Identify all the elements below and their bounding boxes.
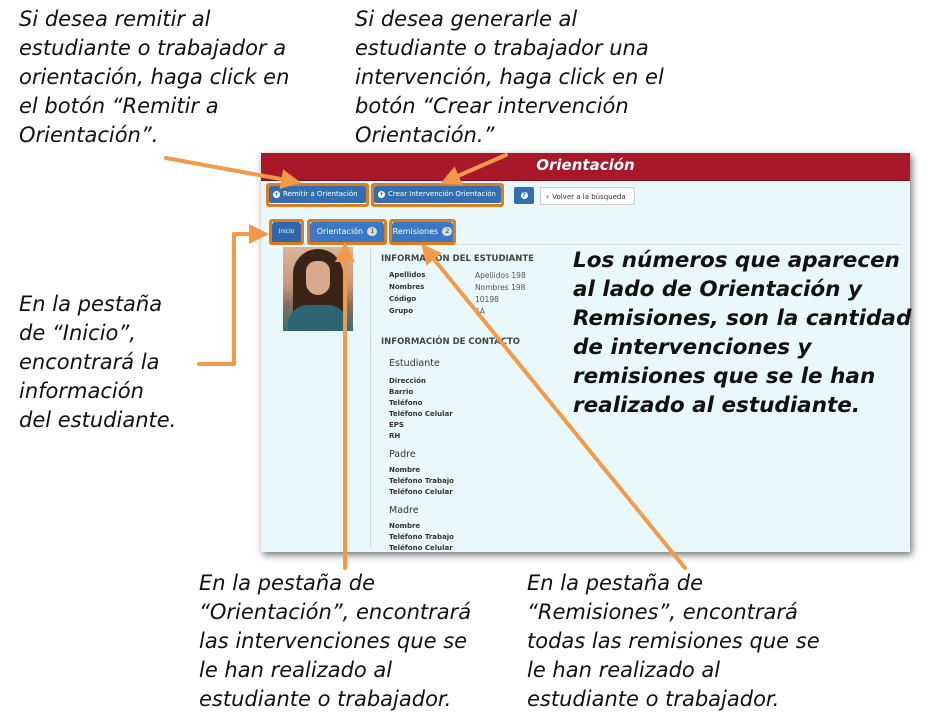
- remisiones-count-badge: 2: [442, 227, 452, 236]
- ann-line: al lado de Orientación y: [573, 277, 862, 302]
- plus-circle-icon: +: [378, 190, 385, 198]
- ann-line: las intervenciones que se: [199, 629, 468, 653]
- ann-line: orientación, haga click en: [19, 65, 290, 89]
- ann-line: le han realizado al: [527, 658, 721, 682]
- chevron-left-icon: ‹: [546, 192, 550, 201]
- contact-field: Teléfono Celular: [389, 544, 453, 552]
- arrow-crear: [444, 155, 506, 182]
- codigo-label: Código: [389, 295, 417, 303]
- nombres-value: Nombres 198: [475, 283, 526, 292]
- ann-line: Los números que aparecen: [573, 248, 900, 273]
- ann-line: realizado al estudiante.: [573, 393, 861, 418]
- contact-field: Teléfono Trabajo: [389, 477, 454, 485]
- madre-subheading: Madre: [389, 505, 419, 516]
- arrow-inicio: [199, 234, 265, 364]
- tab-inicio-label: Inicio: [278, 228, 295, 235]
- ann-line: Orientación.”: [355, 123, 495, 147]
- ann-line: información: [19, 379, 144, 403]
- codigo-value: 10198: [475, 295, 499, 304]
- ann-line: En la pestaña de: [527, 571, 704, 595]
- contact-field: RH: [389, 432, 401, 440]
- estudiante-subheading: Estudiante: [389, 358, 440, 369]
- ann-line: del estudiante.: [19, 408, 177, 432]
- ann-line: de “Inicio”,: [19, 321, 136, 345]
- crear-label: Crear Intervención Orientación: [388, 190, 496, 198]
- ann-line: En la pestaña de: [199, 571, 376, 595]
- contact-field: Nombre: [389, 522, 421, 530]
- ann-line: Remisiones, son la cantidad: [573, 306, 912, 331]
- ann-line: encontrará la: [19, 350, 160, 374]
- ann-line: En la pestaña: [19, 292, 163, 316]
- contact-field: Teléfono Celular: [389, 410, 453, 418]
- plus-circle-icon: +: [273, 190, 280, 198]
- contact-field: EPS: [389, 421, 404, 429]
- orientacion-count-badge: 1: [367, 227, 377, 236]
- ann-line: estudiante o trabajador a: [19, 36, 287, 60]
- nombres-label: Nombres: [389, 283, 425, 291]
- question-icon: ?: [522, 191, 526, 199]
- contact-field: Nombre: [389, 466, 421, 474]
- ann-line: intervención, haga click en el: [355, 65, 664, 89]
- grupo-value: 5A: [475, 307, 485, 316]
- remitir-label: Remitir a Orientación: [283, 190, 358, 198]
- padre-subheading: Padre: [389, 449, 416, 460]
- contact-field: Barrio: [389, 388, 414, 396]
- grupo-label: Grupo: [389, 307, 414, 315]
- ann-line: el botón “Remitir a: [19, 94, 219, 118]
- ann-line: “Remisiones”, encontrará: [527, 600, 798, 624]
- ann-line: botón “Crear intervención: [355, 94, 629, 118]
- arrow-remitir: [166, 158, 297, 182]
- ann-line: estudiante o trabajador.: [527, 687, 780, 711]
- ann-line: estudiante o trabajador una: [355, 36, 649, 60]
- ann-line: le han realizado al: [199, 658, 393, 682]
- contact-info-heading: INFORMACIÓN DE CONTACTO: [381, 337, 520, 347]
- volver-label: Volver a la búsqueda: [552, 193, 626, 201]
- student-info-heading: INFORMACIÓN DEL ESTUDIANTE: [381, 254, 534, 264]
- ann-line: todas las remisiones que se: [527, 629, 820, 653]
- apellidos-value: Apellidos 198: [475, 271, 526, 280]
- contact-field: Teléfono Trabajo: [389, 533, 454, 541]
- contact-field: Teléfono: [389, 399, 423, 407]
- page-title: Orientación: [536, 156, 635, 174]
- tab-orientacion-label: Orientación: [316, 227, 364, 236]
- ann-line: Orientación”.: [19, 123, 159, 147]
- apellidos-label: Apellidos: [389, 271, 426, 279]
- ann-line: de intervenciones y: [573, 335, 812, 360]
- tab-remisiones-label: Remisiones: [392, 227, 439, 236]
- contact-field: Dirección: [389, 377, 426, 385]
- arrow-remisiones: [424, 247, 685, 568]
- ann-line: remisiones que se le han: [573, 364, 876, 389]
- ann-line: estudiante o trabajador.: [199, 687, 452, 711]
- contact-field: Teléfono Celular: [389, 488, 453, 496]
- ann-line: “Orientación”, encontrará: [199, 600, 472, 624]
- ann-line: Si desea remitir al: [19, 7, 211, 31]
- ann-line: Si desea generarle al: [355, 7, 578, 31]
